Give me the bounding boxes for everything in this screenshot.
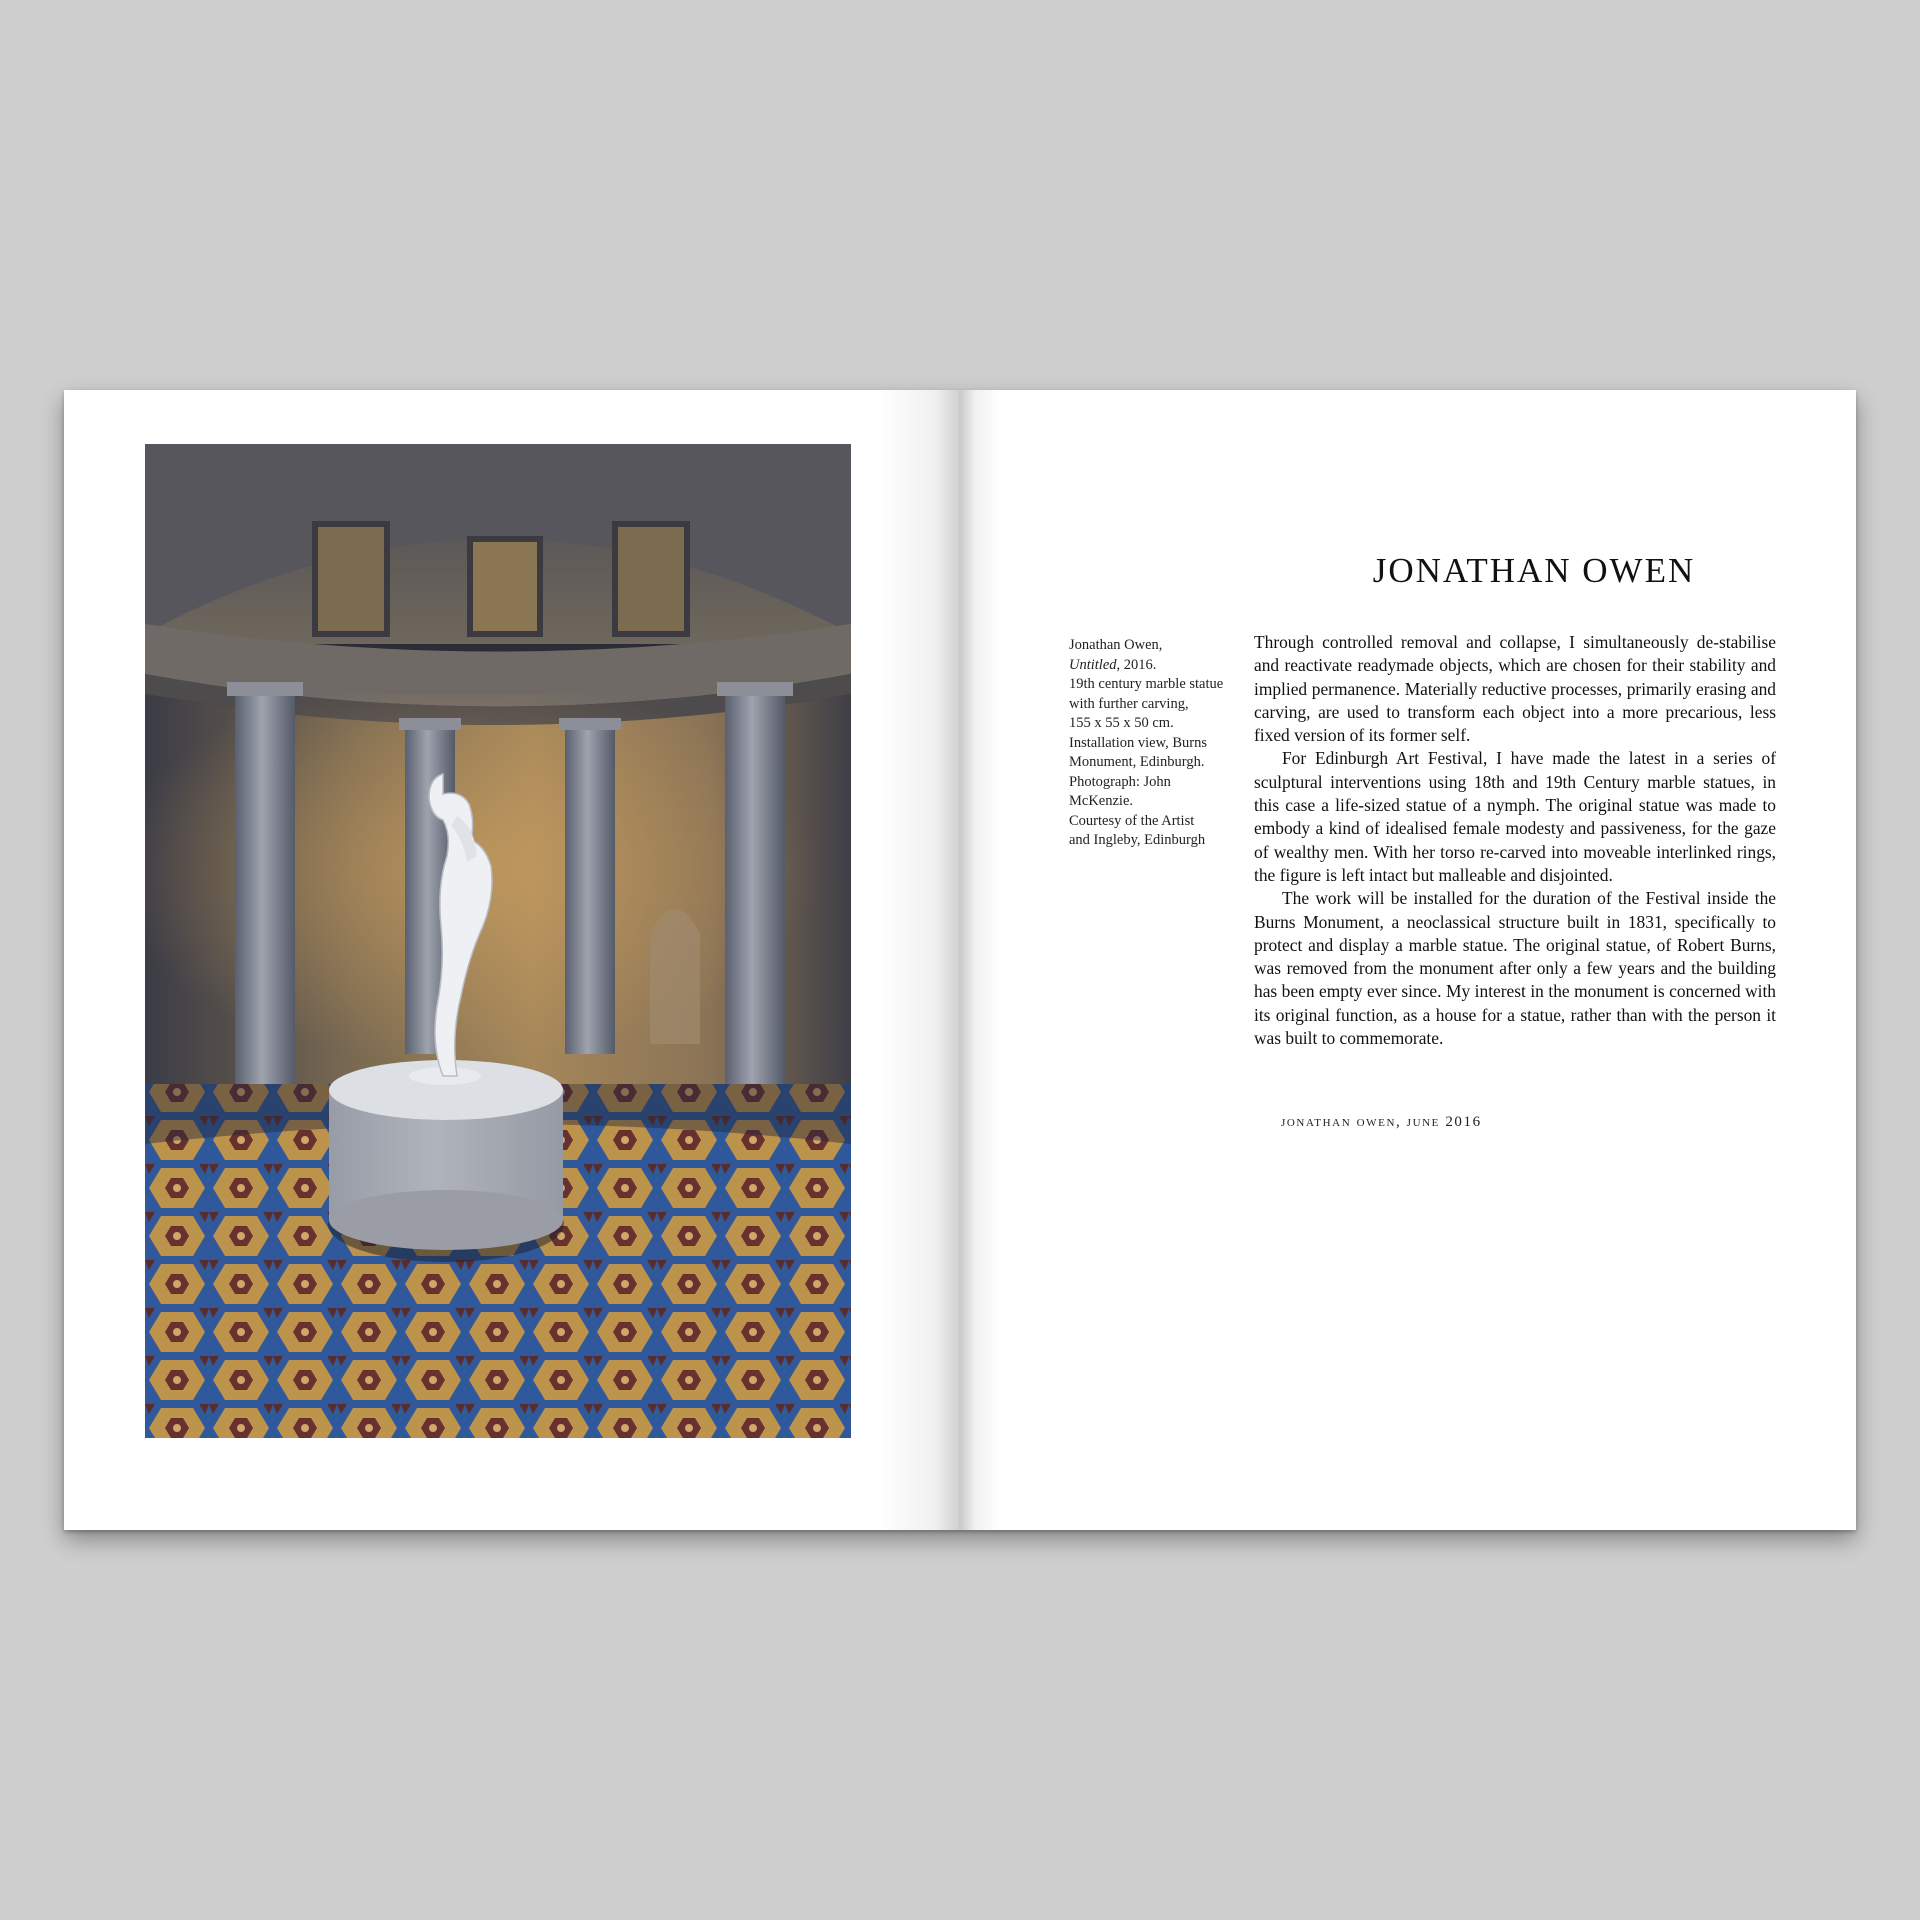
caption-work-title: Untitled (1069, 656, 1117, 673)
caption-line: Monument, Edinburgh. (1069, 754, 1205, 770)
left-gutter-shadow (879, 390, 959, 1530)
caption-line: 155 x 55 x 50 cm. (1069, 715, 1174, 731)
right-gutter-shadow (959, 390, 999, 1530)
caption-work-year: , 2016. (1116, 656, 1157, 673)
statement-signature: jonathan owen, june 2016 (1281, 1114, 1482, 1130)
artist-statement (1254, 631, 1776, 1050)
caption-line: with further carving, (1069, 695, 1189, 712)
caption-line: 19th century marble statue (1069, 676, 1224, 692)
caption-line: Installation view, Burns (1069, 734, 1207, 751)
book-spread (64, 390, 1856, 1530)
right-page (959, 390, 1856, 1530)
statement-paragraph: For Edinburgh Art Festival, I have made the latest in a series of sculptural interventions using 18th and 19th Century marble statues, in this case a life-sized statue of a nymph. The original statue was made to embody a kind of idealised female modesty and passiveness, for the gaze of wealthy men. With her torso re-carved into moveable interlinked rings, the figure is left intact but malleable and disjointed. (1254, 748, 1776, 885)
caption-line: and Ingleby, Edinburgh (1069, 832, 1206, 848)
artist-heading: JONATHAN OWEN (1372, 551, 1696, 590)
statement-paragraph: The work will be installed for the duration of the Festival inside the Burns Monument, a neoclassical structure built in 1831, specifically to protect and display a marble statue. The original statue, of Robert Burns, was removed from the monument after only a few years and the building has been empty ever since. My interest in the monument is concerned with its original function, as a house for a statue, rather than with the person it was built to commemorate. (1254, 888, 1776, 1049)
caption-line: McKenzie. (1069, 793, 1134, 809)
statue-in-rotunda-image (145, 444, 851, 1438)
caption-work-title-line (1069, 656, 1249, 676)
caption-line: Photograph: John (1069, 773, 1171, 790)
image-caption (1069, 636, 1249, 851)
caption-line: Jonathan Owen, (1069, 637, 1163, 653)
installation-photograph (145, 444, 851, 1438)
caption-line: Courtesy of the Artist (1069, 812, 1195, 829)
statement-paragraph: Through controlled removal and collapse, I simultaneously de-stabilise and reactivate readymade objects, which are chosen for their stability and implied permanence. Materially reductive processes, primarily erasing and carving, are used to transform each object into a more precarious, less fixed version of its former self. (1254, 632, 1776, 746)
left-page (64, 390, 959, 1530)
